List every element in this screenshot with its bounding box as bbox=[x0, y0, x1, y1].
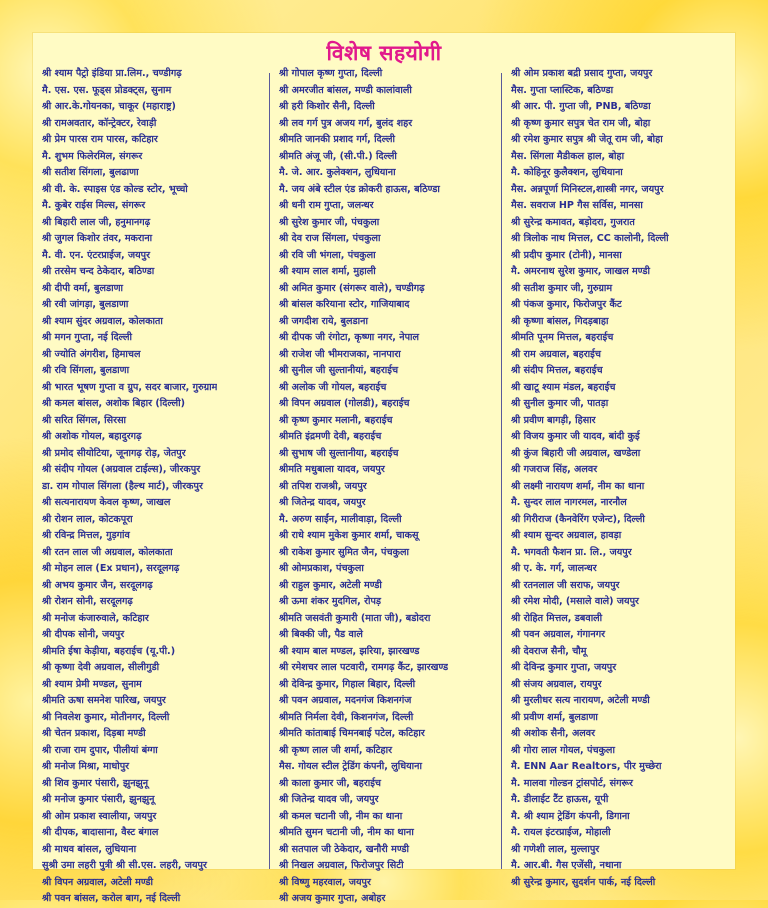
sponsor-entry: श्री गोरा लाल गोयल, पंचकुला bbox=[511, 744, 615, 756]
sponsor-entry: श्री निखल अग्रवाल, फिरोजपुर सिटी bbox=[279, 860, 404, 871]
sponsor-entry: श्री रोशन सोनी, सरदूलगढ़ bbox=[42, 596, 133, 607]
sponsor-entry: श्री अशोक सैनी, अलवर bbox=[511, 728, 596, 739]
sponsor-entry: श्री सुनील कुमार जी, पातड़ा bbox=[511, 398, 609, 409]
sponsor-entry: श्री राम अग्रवाल, बहराईच bbox=[511, 348, 601, 360]
sponsor-entry: श्री सुभाष जी सुल्तानीया, बहराईच bbox=[279, 447, 399, 459]
sponsor-entry: श्री दीपक सोनी, जयपुर bbox=[42, 629, 125, 640]
sponsor-entry: मैस. गोयल स्टील ट्रेडिंग कंपनी, लुधियाना bbox=[279, 761, 422, 772]
sponsor-entry: श्री लक्ष्मी नारायण शर्मा, नीम का थाना bbox=[511, 480, 645, 492]
sponsor-entry: श्री ओम प्रकाश बद्री प्रसाद गुप्ता, जयपुर bbox=[511, 68, 653, 79]
sponsor-entry: मै. जे. आर. कुलेक्शन, लुधियाना bbox=[279, 167, 396, 178]
sponsor-entry: श्री भारत भूषण गुप्ता व ग्रुप, सदर बाजार, गुरुग्राम bbox=[42, 381, 218, 393]
sponsor-entry: श्री कृष्ण कुमार मलानी, बहराईच bbox=[279, 414, 393, 426]
sponsor-entry: श्री कृष्ण कुमार सपुत्र चेत राम जी, बोहा bbox=[511, 117, 651, 129]
sponsor-entry: मै. रायल इंटरप्राईज, मोहाली bbox=[511, 827, 611, 838]
sponsor-entry: श्री देविन्द्र कुमार, गिहाल बिहार, दिल्ली bbox=[279, 678, 416, 690]
sponsor-entry: श्री संदीप गोयल (अग्रवाल टाईल्स), जीरकपुर bbox=[42, 464, 201, 475]
sponsor-entry: श्री तपिश राजश्री, जयपुर bbox=[279, 480, 367, 492]
sponsor-entry: श्री मोहन लाल (Ex प्रधान), सरदूलगढ़ bbox=[42, 563, 180, 574]
sponsor-entry: श्री रमेशचर लाल पटवारी, रामगढ़ कैंट, झारखण्ड bbox=[279, 662, 449, 673]
sponsor-entry: श्री राधे श्याम मुकेश कुमार शर्मा, चाकसू bbox=[279, 530, 419, 541]
sponsor-entry: श्री बांसल करियाना स्टोर, गाजियाबाद bbox=[279, 299, 410, 310]
sponsor-entry: श्री माधव बांसल, लुधियाना bbox=[42, 843, 137, 855]
sponsor-entry: श्री आर. पी. गुप्ता जी, PNB, बठिण्डा bbox=[511, 101, 651, 112]
sponsor-entry: श्री पवन अग्रवाल, मदनगंज किशनगंज bbox=[279, 695, 412, 706]
sponsor-entry: मै. अमरनाथ सुरेश कुमार, जाखल मण्डी bbox=[511, 266, 650, 277]
sponsor-entry: श्री कृष्णा देवी अग्रवाल, सीलीगुडी bbox=[42, 662, 160, 673]
sponsor-entry: मै. सुन्दर लाल नागरमल, नारनौल bbox=[511, 497, 627, 508]
sponsor-entry: मैस. सिंगला मैडीकल हाल, बोहा bbox=[511, 150, 625, 162]
sponsor-entry: मै. आर.बी. गैस एजेंसी, नथाना bbox=[511, 860, 622, 871]
sponsor-entry: श्री अजय कुमार गुप्ता, अबोहर bbox=[279, 893, 386, 904]
sponsor-entry: श्री अमरजीत बांसल, मण्डी कालांवाली bbox=[279, 84, 412, 96]
sponsor-entry: श्री सुरेन्द्र कुमार, सुदर्शन पार्क, नई दिल्ली bbox=[511, 876, 656, 888]
sponsor-entry: श्री जगदीश राये, बुलडाना bbox=[279, 315, 368, 327]
sponsor-entry: मैस. गुप्ता प्लास्टिक, बठिण्डा bbox=[511, 84, 614, 96]
sponsor-entry: श्री अमित कुमार (संगरूर वाले), चण्डीगढ़ bbox=[279, 282, 425, 294]
sponsor-entry: श्रीमति पूनम मित्तल, बहराईच bbox=[511, 332, 614, 343]
sponsor-entry: श्री लव गर्ग पुत्र अजय गर्ग, बुलंद शहर bbox=[279, 117, 413, 129]
sponsor-panel bbox=[33, 33, 735, 904]
sponsor-entry: श्रीमति निर्मला देवी, किशनगंज, दिल्ली bbox=[279, 711, 414, 723]
sponsor-entry: श्री कुंज बिहारी जी अग्रवाल, खण्डेला bbox=[511, 447, 641, 459]
sponsor-entry: श्री रवि सिंगला, बुलडाणा bbox=[42, 365, 130, 376]
sponsor-entry: डा. राम गोपाल सिंगला (हैल्थ मार्ट), जीरकपुर bbox=[42, 480, 203, 492]
sponsor-entry: श्री रविन्द्र मित्तल, गुड़गांव bbox=[42, 530, 130, 541]
sponsor-entry: श्री रामअवतार, कॉन्ट्रेक्टर, रेवाड़ी bbox=[42, 117, 157, 129]
sponsor-entry: श्री संजय अग्रवाल, रायपुर bbox=[511, 678, 602, 690]
sponsor-entry: श्री रोहित मित्तल, डबवाली bbox=[511, 612, 603, 624]
sponsor-entry: श्री प्रवीण बागड़ी, हिसार bbox=[511, 414, 596, 426]
sponsor-entry: श्री कमल बांसल, अशोक बिहार (दिल्ली) bbox=[42, 398, 186, 409]
sponsor-entry: श्री मुरलीधर सत्य नारायण, अटेली मण्डी bbox=[511, 695, 650, 706]
sponsor-entry: श्री जितेन्द्र यादव जी, जयपुर bbox=[279, 794, 379, 805]
sponsor-entry: श्री गजराज सिंह, अलवर bbox=[511, 464, 598, 475]
sponsor-entry: श्री श्याम सुंदर अग्रवाल, कोलकाता bbox=[42, 315, 163, 327]
sponsor-entry: श्री हरी किशोर सैनी, दिल्ली bbox=[279, 101, 375, 112]
sponsor-entry: श्री श्याम लाल शर्मा, मुहाली bbox=[279, 266, 376, 277]
sponsor-entry: श्री अलोक जी गोयल, बहराईच bbox=[279, 381, 387, 393]
sponsor-entry: श्री कृष्ण लाल जी शर्मा, कटिहार bbox=[279, 744, 393, 756]
sponsor-entry: श्रीमति मधुबाला यादव, जयपुर bbox=[279, 464, 385, 475]
sponsor-entry: श्री जुगल किशोर तंवर, मकराना bbox=[42, 233, 153, 244]
sponsor-entry: श्रीमति जसवंती कुमारी (माता जी), बडोदरा bbox=[279, 612, 431, 624]
sponsor-entry: श्री रतन लाल जी अग्रवाल, कोलकाता bbox=[42, 546, 173, 558]
sponsor-entry: श्री गणेशी लाल, मुल्लापुर bbox=[511, 843, 600, 855]
sponsor-entry: श्री श्याम पैट्रो इंडिया प्रा.लिम., चण्डीगढ़ bbox=[42, 68, 182, 79]
sponsor-entry: श्री रमेश कुमार सपुत्र श्री जेतू राम जी, बोहा bbox=[511, 134, 663, 145]
sponsor-entry: मै. शुभम फिलेरमिल, संगरूर bbox=[42, 150, 143, 162]
sponsor-entry: श्री रवि जी भंगला, पंचकुला bbox=[279, 249, 376, 261]
sponsor-entry: श्री कृष्णा बांसल, गिदड़बाहा bbox=[511, 315, 609, 327]
sponsor-entry: श्री चेतन प्रकाश, दिड़बा मण्डी bbox=[42, 728, 146, 739]
sponsor-entry: श्री विपन अग्रवाल (गोलडी), बहराईच bbox=[279, 398, 410, 409]
sponsor-entry: श्री दीपी वर्मा, बुलडाणा bbox=[42, 282, 124, 294]
sponsor-entry: मै. कुबेर राईस मिल्स, संगरूर bbox=[42, 200, 146, 211]
sponsor-entry: श्री वी. के. स्पाइस एंड कोल्ड स्टोर, भूच्चो bbox=[42, 183, 188, 195]
column-divider bbox=[501, 73, 502, 869]
sponsor-entry: श्री मनोज मिश्रा, माधोपुर bbox=[42, 761, 130, 772]
sponsor-entry: श्री ओम प्रकाश स्वालीया, जयपुर bbox=[42, 810, 157, 822]
sponsor-entry: श्री खाटू श्याम मंडल, बहराईच bbox=[511, 381, 616, 393]
sponsor-entry: मैस. अन्नपूर्णा मिनिस्टल,शास्त्री नगर, जयपुर bbox=[511, 183, 664, 195]
sponsor-entry: श्री सरित सिंगल, सिरसा bbox=[42, 414, 127, 426]
sponsor-column-2 bbox=[279, 66, 448, 908]
sponsor-entry: श्री रवी जांगड़ा, बुलडाणा bbox=[42, 299, 129, 310]
sponsor-entry: श्री श्याम प्रेमी मण्डल, सुनाम bbox=[42, 678, 142, 690]
sponsor-entry: श्री संदीप मित्तल, बहराईच bbox=[511, 365, 603, 376]
sponsor-entry: श्री सुरेन्द्र कमावत, बड़ोदरा, गुजरात bbox=[511, 216, 635, 228]
sponsor-entry: श्रीमति जानकी प्रशाद गर्ग, दिल्ली bbox=[279, 134, 396, 145]
sponsor-entry: श्री तरसेम चन्द ठेकेदार, बठिण्डा bbox=[42, 266, 155, 277]
sponsor-entry: मै. एस. एस. फूड्स प्रोडक्ट्स, सुनाम bbox=[42, 84, 172, 96]
sponsor-entry: श्री ए. के. गर्ग, जालन्धर bbox=[511, 563, 597, 574]
sponsor-entry: श्री रतनलाल जी सराफ, जयपुर bbox=[511, 579, 620, 591]
sponsor-entry: श्री राजेश जी भीमराजका, नानपारा bbox=[279, 348, 401, 360]
sponsor-entry: श्री मनोज कुमार पंसारी, झुनझुनू bbox=[42, 794, 155, 805]
sponsor-entry: श्री सुनील जी सुल्तानीयां, बहराईच bbox=[279, 365, 399, 376]
sponsor-entry: श्री ओमप्रकाश, पंचकुला bbox=[279, 563, 364, 574]
sponsor-entry: श्री सतपाल जी ठेकेदार, खनौरी मण्डी bbox=[279, 843, 410, 855]
sponsor-entry: मै. श्री श्याम ट्रेडिंग कंपनी, डिगाना bbox=[511, 810, 630, 822]
sponsor-entry: श्री प्रेम पारस राम पारस, कटिहार bbox=[42, 134, 158, 145]
sponsor-entry: श्री काला कुमार जी, बहराईच bbox=[279, 777, 382, 789]
sponsor-entry: मै. जय अंबे स्टील एंड क्रोकरी हाऊस, बठिण्डा bbox=[279, 183, 440, 195]
sponsor-entry: श्री सतीश सिंगला, बुलढाणा bbox=[42, 167, 139, 178]
sponsor-entry: श्री जितेन्द्र यादव, जयपुर bbox=[279, 497, 366, 508]
sponsor-entry: श्री पंकज कुमार, फिरोजपुर कैंट bbox=[511, 299, 622, 310]
sponsor-entry: श्री रमेश मोदी, (मसाले वाले) जयपुर bbox=[511, 596, 639, 607]
sponsor-entry: श्री गोपाल कृष्ण गुप्ता, दिल्ली bbox=[279, 68, 383, 79]
sponsor-entry: श्रीमति अंजू जी, (सी.पी.) दिल्ली bbox=[279, 150, 397, 162]
sponsor-entry: श्री रोशन लाल, कोटकपूरा bbox=[42, 513, 133, 525]
sponsor-entry: श्री पवन अग्रवाल, गंगानगर bbox=[511, 629, 606, 640]
sponsor-entry: श्री मनोज कंजारुवाले, कटिहार bbox=[42, 612, 149, 624]
sponsor-entry: श्रीमति ऊषा समनेश पारिख, जयपुर bbox=[42, 695, 166, 706]
sponsor-entry: श्री अशोक गोयल, बहादुरगढ़ bbox=[42, 431, 142, 442]
sponsor-entry: मै. वी. एन. एंटरप्राईज, जयपुर bbox=[42, 249, 151, 261]
sponsor-entry: श्री प्रदीप कुमार (टोनी), मानसा bbox=[511, 249, 622, 261]
sponsor-entry: श्री विजय कुमार जी यादव, बांदी कुई bbox=[511, 431, 640, 442]
sponsor-entry: श्री राकेश कुमार सुमित जैन, पंचकुला bbox=[279, 546, 409, 558]
page-title: विशेष सहयोगी bbox=[326, 41, 442, 65]
sponsor-entry: मै. भगवती फैशन प्रा. लि., जयपुर bbox=[511, 546, 632, 558]
sponsor-entry: मै. कोहिनूर कुलैक्शन, लुधियाना bbox=[511, 167, 623, 178]
sponsor-entry: श्री देविन्द्र कुमार गुप्ता, जयपुर bbox=[511, 662, 617, 673]
sponsor-entry: श्री त्रिलोक नाथ मित्तल, CC कालोनी, दिल्ली bbox=[511, 233, 669, 244]
sponsor-entry: मैस. सवराज HP गैस सर्विस, मानसा bbox=[511, 200, 643, 211]
sponsor-entry: श्री दीपक जी रंगोटा, कृष्णा नगर, नेपाल bbox=[279, 332, 420, 343]
sponsor-entry: श्री बिक्की जी, पैड वाले bbox=[279, 629, 363, 640]
sponsor-entry: श्री गिरीराज (कैनवेरिंग एजेन्ट), दिल्ली bbox=[511, 513, 645, 525]
sponsor-entry: श्रीमति कांताबाई चिमनबाई पटेल, कटिहार bbox=[279, 728, 425, 739]
sponsor-entry: श्री सत्यनारायण केवल कृष्ण, जाखल bbox=[42, 497, 171, 508]
sponsor-entry: श्री श्याम बाल मण्डल, झरिया, झारखण्ड bbox=[279, 645, 420, 657]
sponsor-entry: मै. ENN Aar Realtors, पीर मुच्छेरा bbox=[511, 761, 662, 772]
sponsor-entry: श्री दीपक, बादासाना, वैस्ट बंगाल bbox=[42, 827, 159, 838]
sponsor-entry: मै. मालवा गोल्डन ट्रांसपोर्ट, संगरूर bbox=[511, 777, 633, 789]
sponsor-entry: श्रीमति इंद्रमणी देवी, बहराईच bbox=[279, 431, 382, 442]
sponsor-entry: श्री ज्योति अंगरीश, हिमाचल bbox=[42, 348, 141, 360]
sponsor-column-1 bbox=[42, 66, 217, 908]
sponsor-entry: श्री शिव कुमार पंसारी, झुनझुनू bbox=[42, 777, 149, 789]
sponsor-entry: श्री विपन अग्रवाल, अटेली मण्डी bbox=[42, 876, 154, 888]
column-divider bbox=[269, 73, 270, 869]
sponsor-entry: श्री ऊमा शंकर मुदगिल, रोपड़ bbox=[279, 596, 382, 607]
sponsor-entry: श्री धनी राम गुप्ता, जलन्धर bbox=[279, 200, 374, 211]
sponsor-entry: श्री श्याम सुन्दर अग्रवाल, हावड़ा bbox=[511, 530, 622, 541]
sponsor-entry: श्री बिहारी लाल जी, हनुमानगढ़ bbox=[42, 216, 151, 228]
sponsor-entry: श्री निवलेश कुमार, मोतीनगर, दिल्ली bbox=[42, 711, 170, 723]
sponsor-entry: श्री राजा राम दुपार, पीलीयां बंग्गा bbox=[42, 744, 158, 756]
sponsor-entry: सुश्री उमा लहरी पुत्री श्री सी.एस. लहरी, जयपुर bbox=[42, 860, 207, 871]
sponsor-entry: श्री देवराज सैनी, चौमू bbox=[511, 645, 587, 657]
sponsor-entry: श्रीमति सुमन चटानी जी, नीम का थाना bbox=[279, 827, 414, 838]
sponsor-entry: श्री आर.के.गोयनका, चाकूर (महाराष्ट्र) bbox=[42, 101, 176, 112]
sponsor-column-3 bbox=[511, 66, 669, 891]
sponsor-entry: श्री प्रमोद सीयोटिया, जूनागढ़ रोड़, जेतपुर bbox=[42, 447, 186, 459]
sponsor-entry: श्री पवन बांसल, करोल बाग, नई दिल्ली bbox=[42, 893, 181, 904]
sponsor-entry: श्री विष्णु महरवाल, जयपुर bbox=[279, 876, 371, 888]
sponsor-entry: श्री देव राज सिंगला, पंचकुला bbox=[279, 233, 381, 244]
sponsor-entry: श्री मगन गुप्ता, नई दिल्ली bbox=[42, 332, 132, 343]
sponsor-entry: मै. डीलाईट टैंट हाऊस, यूपी bbox=[511, 794, 609, 805]
sponsor-entry: श्रीमति ईषा केड़ीया, बहराईच (यू.पी.) bbox=[42, 645, 176, 657]
sponsor-entry: श्री सुरेश कुमार जी, पंचकुला bbox=[279, 216, 380, 228]
sponsor-entry: श्री प्रवीण शर्मा, बुलडाणा bbox=[511, 711, 598, 723]
sponsor-entry: श्री अभय कुमार जैन, सरदूलगढ़ bbox=[42, 579, 153, 591]
sponsor-entry: मै. अरुण साईंन, मालीवाड़ा, दिल्ली bbox=[279, 513, 402, 525]
sponsor-entry: श्री कमल चटानी जी, नीम का थाना bbox=[279, 810, 403, 822]
sponsor-entry: श्री सतीश कुमार जी, गुरुग्राम bbox=[511, 282, 613, 294]
sponsor-entry: श्री राहुल कुमार, अटेली मण्डी bbox=[279, 579, 382, 591]
